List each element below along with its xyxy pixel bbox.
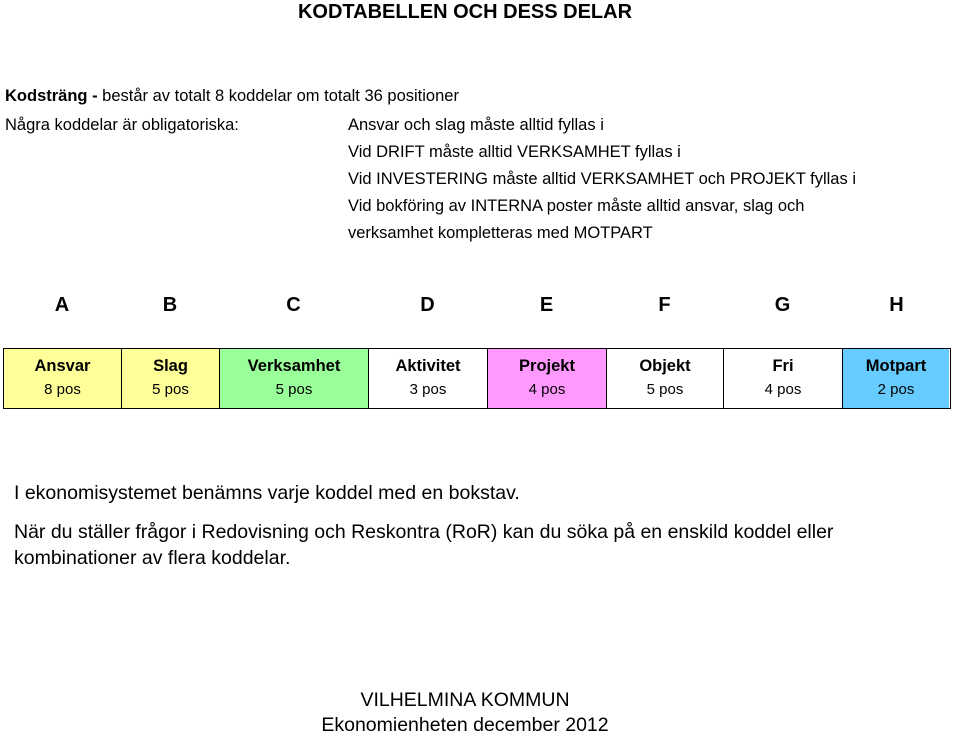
code-string-intro — [5, 86, 459, 106]
code-part-projekt — [488, 349, 607, 408]
code-part-positions: 4 pos — [764, 381, 802, 398]
code-part-name: Motpart — [865, 357, 927, 375]
code-part-name: Projekt — [519, 357, 575, 375]
code-string-description: består av totalt 8 koddelar om totalt 36 positioner — [102, 87, 459, 105]
body-paragraph-search-line2: kombinationer av flera koddelar. — [14, 547, 291, 569]
code-part-aktivitet — [369, 349, 488, 408]
rule-line: Ansvar och slag måste alltid fyllas i — [348, 116, 604, 134]
rule-line: Vid INVESTERING måste alltid VERKSAMHET och PROJEKT fyllas i — [348, 170, 856, 188]
part-letter: C — [286, 294, 301, 316]
page-title: KODTABELLEN OCH DESS DELAR — [297, 1, 633, 23]
footer-organization: VILHELMINA KOMMUN — [360, 689, 570, 711]
code-parts-table — [3, 348, 951, 409]
footer-department-date: Ekonomienheten december 2012 — [321, 714, 609, 736]
code-part-positions: 2 pos — [877, 381, 915, 398]
code-part-name: Objekt — [639, 357, 691, 375]
part-letter: E — [539, 294, 554, 316]
code-part-positions: 5 pos — [275, 381, 313, 398]
part-letter: F — [658, 294, 671, 316]
body-paragraph-letters: I ekonomisystemet benämns varje koddel med en bokstav. — [14, 482, 520, 504]
code-part-verksamhet — [220, 349, 369, 408]
body-paragraph-search-line1: När du ställer frågor i Redovisning och Reskontra (RoR) kan du söka på en enskild koddel eller — [14, 521, 834, 543]
part-letters-row — [3, 291, 951, 319]
code-part-positions: 5 pos — [152, 381, 189, 398]
rule-line: Vid bokföring av INTERNA poster måste alltid ansvar, slag och — [348, 197, 805, 215]
part-letter: H — [889, 294, 904, 316]
code-part-name: Verksamhet — [247, 357, 341, 375]
code-part-name: Fri — [772, 357, 794, 375]
code-part-ansvar — [4, 349, 122, 408]
code-string-label: Kodsträng - — [5, 87, 103, 105]
code-part-positions: 5 pos — [646, 381, 684, 398]
code-part-name: Ansvar — [34, 357, 91, 375]
part-letter: G — [774, 294, 791, 316]
rule-line: Vid DRIFT måste alltid VERKSAMHET fyllas i — [348, 143, 681, 161]
code-part-name: Aktivitet — [395, 357, 461, 375]
code-part-positions: 3 pos — [409, 381, 447, 398]
part-letter: A — [54, 294, 70, 316]
rule-line: verksamhet kompletteras med MOTPART — [348, 224, 653, 242]
code-part-motpart — [843, 349, 949, 408]
code-part-slag — [122, 349, 220, 408]
code-part-fri — [724, 349, 843, 408]
code-part-positions: 4 pos — [528, 381, 566, 398]
part-letter: D — [420, 294, 435, 316]
code-part-positions: 8 pos — [44, 381, 81, 398]
mandatory-label: Några koddelar är obligatoriska: — [5, 116, 239, 134]
code-part-objekt — [607, 349, 724, 408]
code-part-name: Slag — [153, 357, 188, 375]
part-letter: B — [162, 294, 178, 316]
